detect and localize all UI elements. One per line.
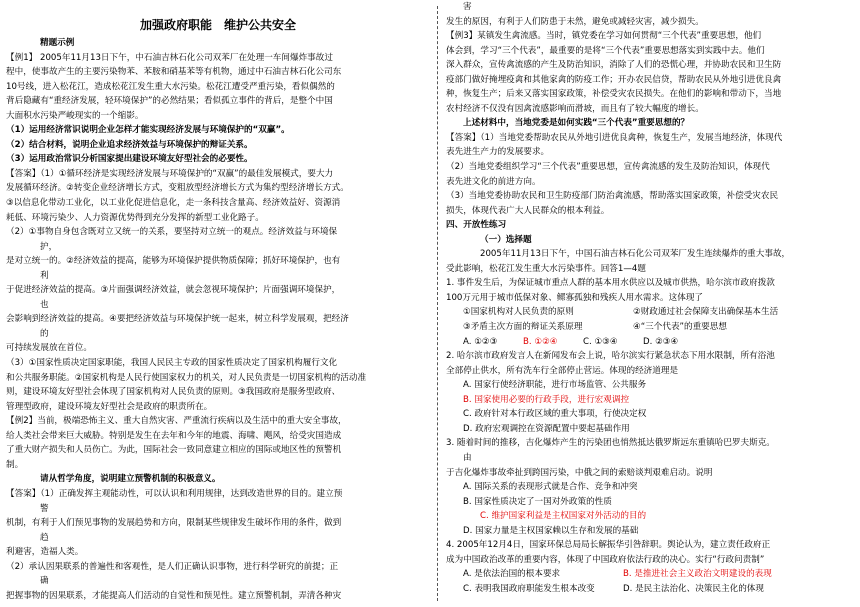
answer-option: B. ①②④ (523, 336, 558, 347)
left-text-line: 制。 (6, 459, 24, 470)
column-divider (437, 6, 438, 601)
left-text-line: （3）①国家性质决定国家职能，我国人民民主专政的国家性质决定了国家机构履行文化 (6, 358, 338, 369)
left-text-line: （3）运用政治常识分析国家提出建设环境友好型社会的必要性。 (6, 154, 253, 165)
left-text-line: 大面积水污染严峻现实的一个缩影。 (6, 110, 144, 121)
answer-option: A. 是依法治国的根本要求 (463, 569, 561, 580)
left-text-line: （2）结合材料，说明企业追求经济效益与环境保护的辩证关系。 (6, 139, 253, 150)
answer-option: ③矛盾主次方面的辩证关系原理 (463, 322, 583, 333)
answer-option: ②财政通过社会保障支出确保基本生活 (633, 307, 779, 318)
left-text-line: 【答案】（1）①循环经济是实现经济发展与环境保护的“双赢”的最佳发展模式，要大力 (6, 168, 334, 179)
left-text-line: 程中，使事故产生的主要污染物苯、苯胺和硝基苯等有机物，通过中石油吉林石化公司东 (6, 67, 342, 78)
left-text-line: 发展循环经济。②转变企业经济增长方式，变粗放型经济增长方式为集约型经济增长方式。 (6, 183, 349, 194)
right-text-line (446, 335, 856, 350)
right-text-line: 体会到，学习“三个代表”，最重要的是将“三个代表”重要思想落实到实践中去。他们 (446, 45, 765, 56)
right-text-line: A. 国际关系的表现形式就是合作、竞争和冲突 (463, 482, 638, 493)
left-text-line: 利避害，造福人类。 (6, 547, 84, 558)
left-text-line: 也 (40, 299, 49, 310)
left-text-line: 把握事物的因果联系，才能提高人们活动的自觉性和预见性。建立预警机制，弄清各种灾 (6, 590, 342, 601)
answer-option: C. ①③④ (583, 336, 618, 347)
left-text-line: 可持续发展放在首位。 (6, 343, 92, 354)
right-text-line: 3. 随着时间的推移，吉化爆炸产生的污染团也悄然抵达俄罗斯远东重镇哈巴罗夫斯克。 (446, 438, 775, 449)
left-text-line: 会影响到经济效益的提高。④要把经济效益与环境保护统一起来，树立科学发展观，把经济 (6, 314, 349, 325)
right-text-line (446, 320, 856, 335)
right-text-line: 表先进生产力的发展要求。 (446, 147, 550, 158)
right-text-line: 受此影响，松花江发生重大水污染事件。回答1—4题 (446, 263, 646, 274)
right-text-line: 发生的原因，有利于人们防患于未然，避免或减轻灾害，减少损失。 (446, 16, 704, 27)
answer-option: D. 是民主法治化、决策民主化的体现 (623, 583, 764, 594)
right-text-line: 上述材料中，当地党委是如何实践“三个代表”重要思想的？ (463, 118, 690, 129)
right-column (446, 0, 856, 596)
left-text-line: 背后隐藏有“重经济发展，轻环境保护”的必然结果；看似孤立事件的背后，是整个中国 (6, 96, 333, 107)
page-title: 加强政府职能 维护公共安全 (139, 18, 296, 32)
right-text-line: 表先进文化的前进方向。 (446, 176, 541, 187)
right-text-line: 2. 哈尔滨市政府发言人在新闻发布会上说，哈尔滨实行紧急状态下用水限制，所有浴池 (446, 351, 775, 362)
right-text-line: 深入群众，宣传禽流感的产生及防治知识，消除了人们的恐慌心理，并协助农民和卫生防 (446, 60, 782, 71)
right-text-line: 害 (463, 2, 472, 12)
right-text-line: 【例3】某镇发生禽流感。当时，镇党委在学习如何贯彻“三个代表”重要思想，他们 (446, 31, 762, 42)
right-text-line: 四、开放性练习 (446, 220, 507, 231)
left-text-line: 机制，有利于人们预见事物的发展趋势和方向，限制某些规律发生破坏作用的条件，做到 (6, 518, 342, 529)
left-text-line: 则，建设环境友好型社会体现了国家机构对人民负责的原则。③我国政府是服务型政府、 (6, 387, 341, 398)
left-text-line: 趋 (40, 532, 49, 543)
left-text-line: 给人类社会带来巨大威胁。特别是发生在去年和今年的地震、海啸、飓风，给受灾国造成 (6, 430, 342, 441)
right-text-line: B. 国家使用必要的行政手段，进行宏观调控 (463, 394, 630, 405)
right-text-line: （一）选择题 (480, 234, 532, 245)
right-text-line: 成为中国政治改革的重要内容，体现了中国政府依法行政的决心。实行“行政问责制” (446, 554, 765, 565)
right-text-line: 【答案】（1）当地党委帮助农民从外地引进优良禽种，恢复生产，发展当地经济，体现代 (446, 132, 783, 143)
right-text-line (446, 567, 856, 582)
right-text-line: 100万元用于城市低保对象、鳏寡孤独和残疾人用水需求。这体现了 (446, 292, 704, 303)
left-column (6, 0, 430, 603)
right-text-line: 损失，体现代表广大人民群众的根本利益。 (446, 205, 610, 216)
right-text-line: C. 政府针对本行政区域的重大事项，行使决定权 (463, 409, 647, 420)
right-text-line: D. 国家力量是主权国家赖以生存和发展的基础 (463, 525, 639, 536)
left-text-line: 10号线，进入松花江，造成松花江发生重大水污染。松花江遭受严重污染，看似偶然的 (6, 81, 335, 92)
right-text-line: A. 国家行使经济职能，进行市场监管、公共服务 (463, 380, 647, 391)
left-text-line: 的 (40, 328, 49, 339)
right-text-line: D. 政府宏观调控在资源配置中要起基础作用 (463, 423, 630, 434)
left-text-line: 是对立统一的。②经济效益的提高，能够为环境保护提供物质保障；抓好环境保护，也有 (6, 256, 341, 267)
left-text-line: （2）承认因果联系的普遍性和客观性，是人们正确认识事物，进行科学研究的前提；正 (6, 561, 339, 572)
right-text-line: 4. 2005年12月4日，国家环保总局局长解振华引咎辞职。舆论认为，建立责任政府正 (446, 540, 771, 551)
right-text-line: 2005年11月13日下午，中国石油吉林石化公司双苯厂发生连续爆炸的重大事故， (480, 249, 791, 260)
answer-option: B. 是推进社会主义政治文明建设的表现 (623, 569, 772, 580)
left-text-line: 【答案】（1）正确发挥主观能动性，可以认识和利用规律，达到改造世界的目的。建立预 (6, 488, 343, 499)
left-text-line: （1）运用经济常识说明企业怎样才能实现经济发展与环境保护的“双赢”。 (6, 125, 290, 136)
left-text-line: 了重大财产损失和人员伤亡。为此，国际社会一致同意建立相应的国际或地区性的预警机 (6, 445, 342, 456)
left-text-line: ③以信息化带动工业化，以工业化促进信息化，走一条科技含量高、经济效益好、资源消 (6, 198, 341, 209)
right-text-line: C. 维护国家利益是主权国家对外活动的目的 (480, 511, 647, 522)
left-text-line: 【例1】 2005年11月13日下午，中石油吉林石化公司双苯厂在处理一车间爆炸事故过 (6, 52, 333, 63)
right-text-line (446, 305, 856, 320)
answer-option: ①国家机构对人民负责的原则 (463, 307, 574, 318)
left-text-line: 耗低、环境污染少、人力资源优势得到充分发挥的新型工业化路子。 (6, 212, 264, 223)
answer-option: D. ②③④ (643, 336, 679, 347)
right-text-line: （3）当地党委协助农民和卫生防疫部门防治禽流感，帮助落实国家政策，补偿受灾农民 (446, 191, 779, 202)
answer-option: C. 表明我国政府职能发生根本改变 (463, 583, 595, 594)
left-text-line: 和公共服务职能。②国家机构是人民行使国家权力的机关，对人民负责是一切国家机构的活动准 (6, 372, 367, 383)
left-text-line: 利 (40, 270, 49, 281)
left-text-line: 护， (40, 241, 58, 252)
right-text-line: B. 国家性质决定了一国对外政策的性质 (463, 496, 612, 507)
answer-option: A. ①②③ (463, 336, 498, 347)
right-text-line (446, 582, 856, 597)
right-text-line: 农村经济不仅没有因禽流感影响而滑坡，而且有了较大幅度的增长。 (446, 103, 704, 114)
right-text-line: 于吉化爆炸事故牵扯到跨国污染，中俄之间的索赔谈判艰难启动。说明 (446, 467, 713, 478)
left-text-line: 请从哲学角度，说明建立预警机制的积极意义。 (40, 474, 221, 485)
right-text-line: 全部停止供水，所有洗车行全部停止营运。体现的经济道理是 (446, 365, 679, 376)
left-text-line: 管理型政府，建设环境友好型社会是政府的职责所在。 (6, 401, 213, 412)
left-text-line: 确 (40, 576, 49, 587)
answer-option: ④“三个代表”的重要思想 (633, 322, 727, 333)
right-text-line: 1. 事件发生后，为保证城市重点人群的基本用水供应以及城市供热，哈尔滨市政府拨款 (446, 278, 775, 289)
right-text-line: （2）当地党委组织学习“三个代表”重要思想，宣传禽流感的发生及防治知识，体现代 (446, 162, 770, 173)
left-text-line: 警 (40, 503, 49, 514)
left-text-line: 精题示例 (40, 38, 75, 48)
right-text-line: 疫部门做好掩埋疫禽和其他家禽的防疫工作；开办农民信贷，帮助农民从外地引进优良禽 (446, 74, 782, 85)
left-text-line: （2）①事物自身包含既对立又统一的关系，要坚持对立统一的观点。经济效益与环境保 (6, 227, 338, 238)
left-text-line: 【例2】当前，极端恐怖主义、重大自然灾害、严重流行疾病以及生活中的重大安全事故， (6, 416, 347, 427)
right-text-line: 由 (463, 452, 472, 463)
right-text-line: 种，恢复生产；后来又落实国家政策，补偿受灾农民损失。在他们的影响和带动下，当地 (446, 89, 782, 100)
left-text-line: 于促进经济效益的提高。③片面强调经济效益，就会忽视环境保护；片面强调环境保护， (6, 285, 341, 296)
